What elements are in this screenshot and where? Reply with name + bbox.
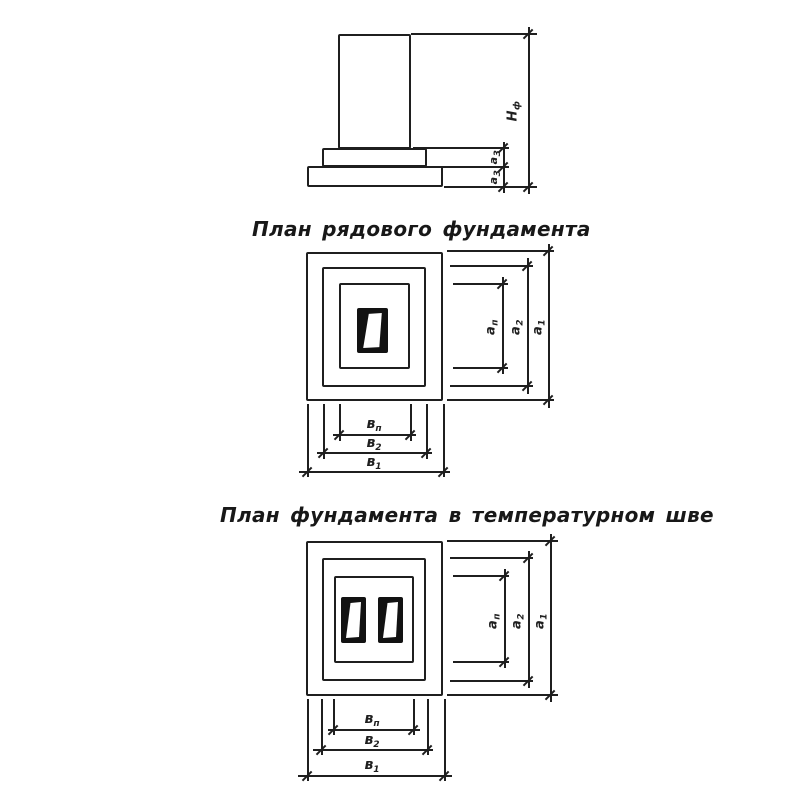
label-sub: п — [375, 424, 382, 434]
label-base: а — [530, 325, 546, 336]
plan-joint-title: План фундамента в температурном шве — [220, 503, 714, 527]
label-base: Н — [505, 110, 521, 122]
label-base: а — [508, 325, 524, 336]
label-base: в — [366, 416, 376, 432]
extension-line — [307, 404, 309, 477]
dimension-line-vn — [328, 729, 420, 731]
socket-opening — [378, 597, 403, 643]
foundation-step-lower — [307, 166, 443, 187]
extension-line — [447, 540, 558, 542]
dimension-line-an — [504, 569, 506, 668]
label-sub: 2 — [375, 443, 382, 453]
dim-label-vn — [366, 416, 381, 434]
label-sub: п — [373, 719, 380, 729]
plan-regular-title: План рядового фундамента — [252, 217, 591, 241]
socket-opening — [357, 308, 388, 353]
label-sub: 2 — [515, 318, 526, 326]
dimension-line-an — [502, 277, 504, 374]
label-base: в — [364, 757, 374, 773]
label-base: а — [509, 619, 525, 630]
label-base: а — [485, 619, 501, 629]
label-sub: 3 — [493, 149, 503, 157]
extension-line — [447, 399, 554, 401]
dim-label-an — [486, 613, 503, 629]
foundation-step-upper — [322, 148, 427, 167]
dim-label-step-lower — [487, 170, 503, 185]
label-base: в — [366, 435, 376, 451]
dim-label-an — [484, 319, 501, 335]
dim-label-vn — [364, 711, 379, 729]
extension-line — [450, 557, 533, 559]
label-base: а — [487, 176, 500, 185]
dim-label-hf — [506, 101, 523, 122]
extension-line — [444, 699, 446, 781]
label-sub: 1 — [537, 318, 548, 326]
label-sub: 1 — [539, 612, 550, 620]
dim-label-a2 — [510, 613, 527, 629]
label-sub: 1 — [375, 462, 382, 472]
column-shaft — [338, 34, 411, 149]
dimension-line-hf — [528, 27, 530, 194]
column-socket-right — [378, 597, 403, 643]
label-sub: 1 — [373, 765, 380, 775]
label-base: а — [532, 619, 548, 630]
label-sub: п — [490, 319, 501, 326]
column-socket — [357, 308, 388, 353]
label-sub: п — [492, 613, 503, 620]
dimension-line-v1 — [298, 775, 452, 777]
dim-label-v2 — [364, 732, 379, 750]
extension-line — [450, 385, 533, 387]
dimension-line-a1 — [550, 534, 552, 702]
label-base: а — [487, 156, 500, 165]
extension-line — [443, 404, 445, 477]
extension-line — [450, 265, 533, 267]
dim-label-v1 — [366, 454, 381, 472]
dimension-line-a2 — [528, 551, 530, 688]
extension-line — [444, 186, 537, 188]
dim-label-v2 — [366, 435, 381, 453]
extension-line — [429, 166, 509, 168]
label-sub: 2 — [373, 740, 380, 750]
dim-label-v1 — [364, 757, 379, 775]
dim-label-a1 — [531, 319, 548, 335]
extension-line — [447, 694, 558, 696]
dim-label-step-upper — [487, 150, 503, 165]
label-base: в — [364, 711, 374, 727]
dimension-line-a2 — [527, 258, 529, 394]
dim-label-a1 — [533, 613, 550, 629]
dim-label-a2 — [509, 319, 526, 335]
extension-line — [411, 33, 537, 35]
socket-opening — [341, 597, 366, 643]
extension-line — [413, 147, 509, 149]
label-sub: 2 — [516, 612, 527, 620]
extension-line — [447, 250, 554, 252]
extension-line — [450, 680, 533, 682]
dimension-line-a1 — [548, 244, 550, 408]
column-socket-left — [341, 597, 366, 643]
label-base: в — [364, 732, 374, 748]
label-sub: ф — [512, 100, 523, 111]
label-sub: 3 — [493, 169, 503, 177]
label-base: а — [483, 325, 499, 335]
label-base: в — [366, 454, 376, 470]
extension-line — [307, 699, 309, 781]
